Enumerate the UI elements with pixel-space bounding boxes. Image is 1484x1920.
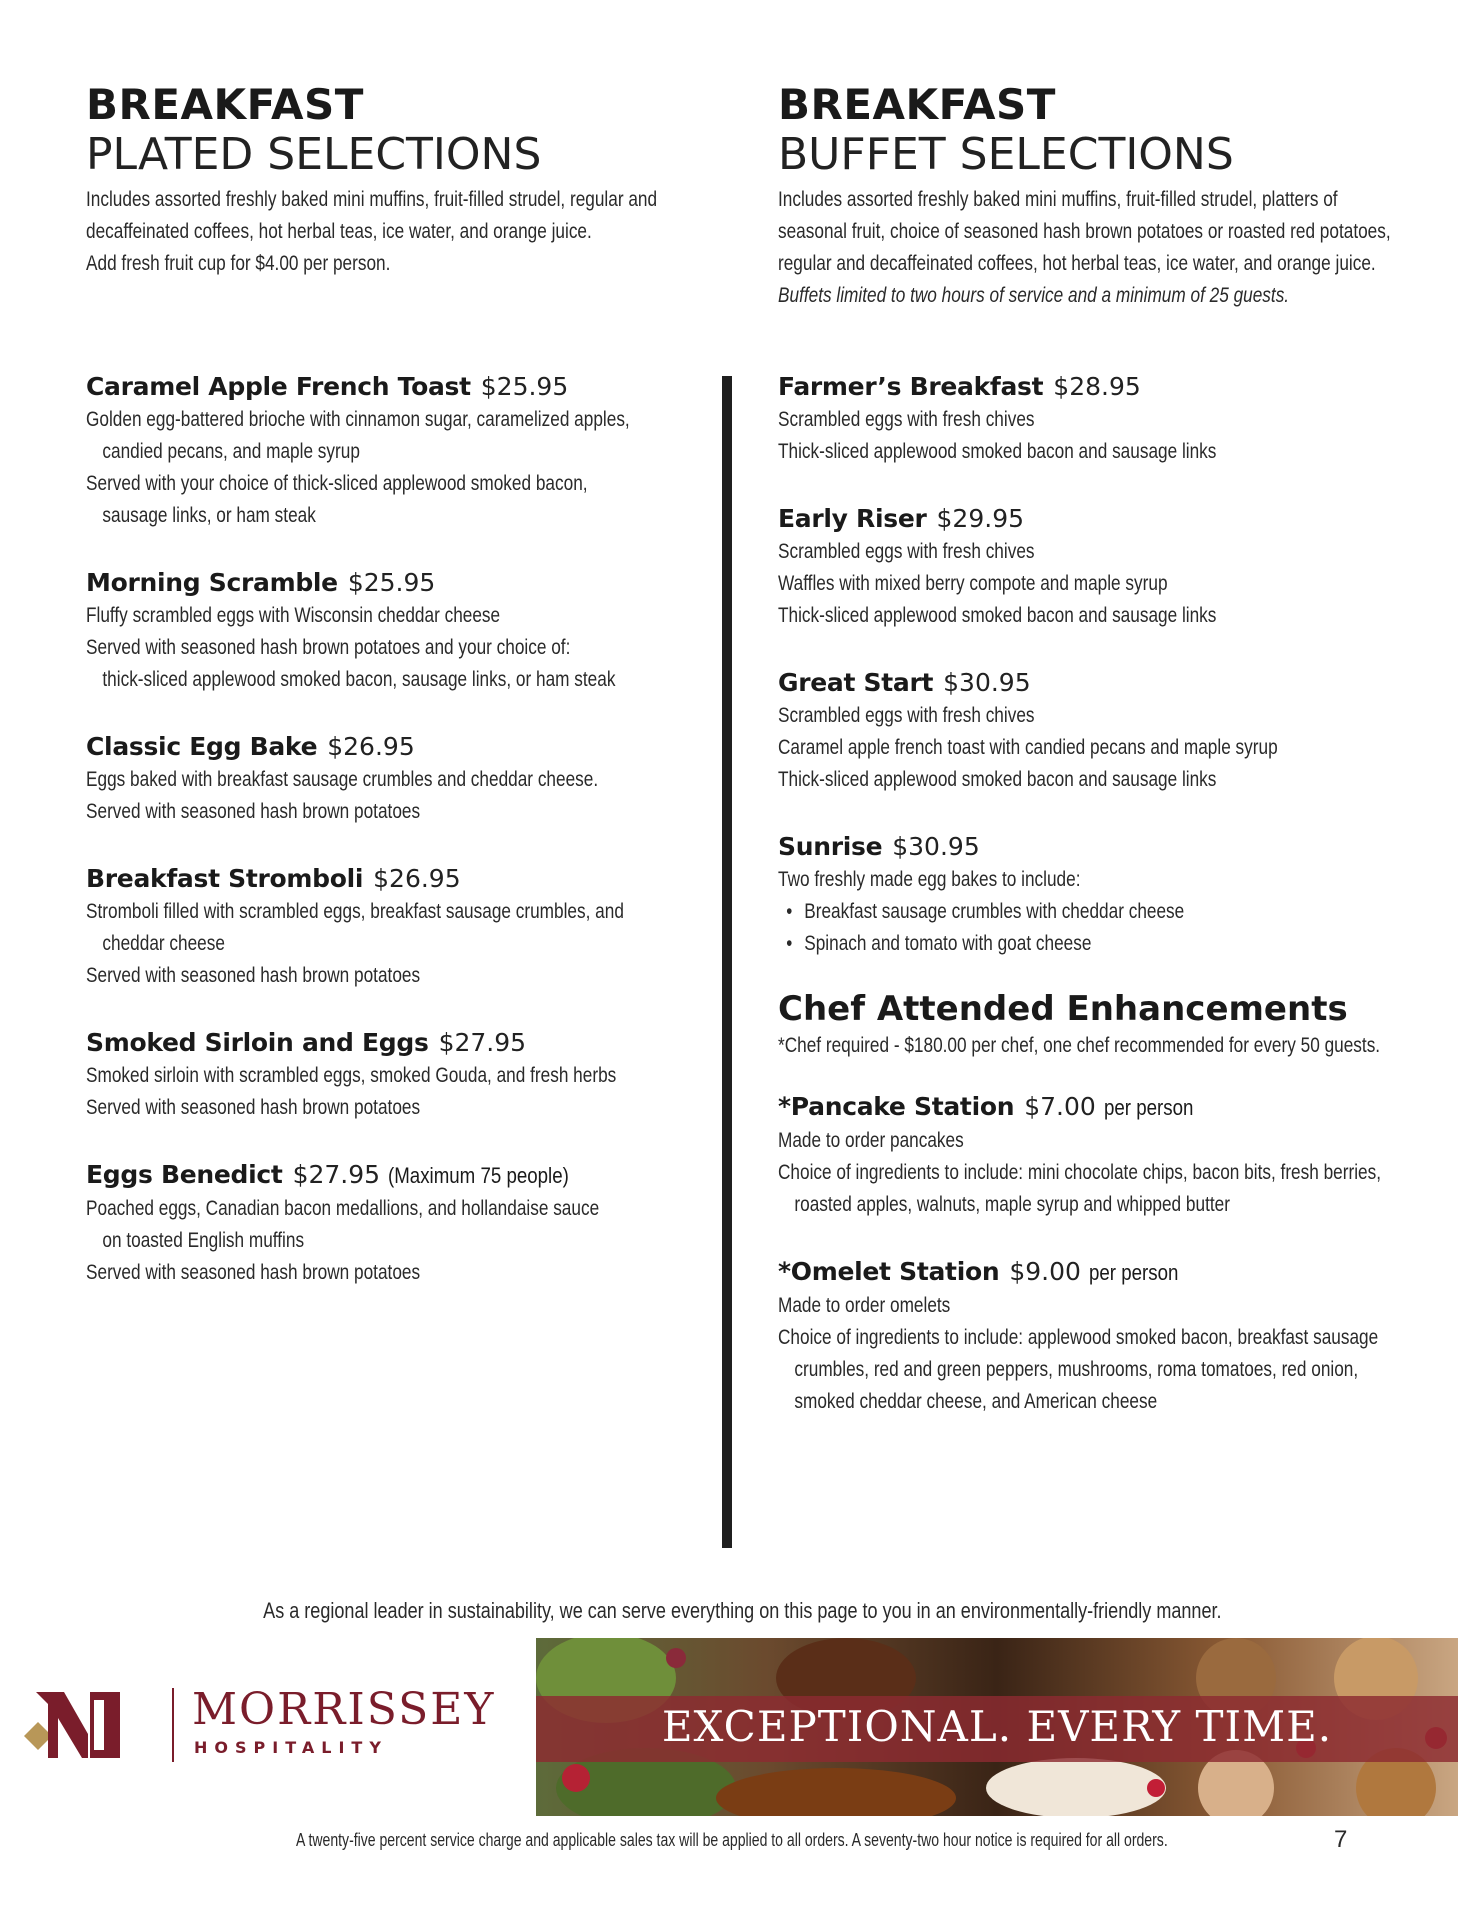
item-price: $27.95 — [438, 1028, 527, 1057]
item-description: Made to order omelets — [778, 1294, 951, 1317]
item-capacity-note: (Maximum 75 people) — [388, 1163, 569, 1188]
item-price: $9.00 — [1009, 1257, 1081, 1286]
item-name: Early Riser — [778, 504, 927, 533]
bullet-text: Breakfast sausage crumbles with cheddar cheese — [804, 900, 1185, 923]
morrissey-logo — [24, 1684, 524, 1774]
item-price: $30.95 — [892, 832, 980, 861]
item-name: Breakfast Stromboli — [86, 864, 364, 893]
item-description: Served with seasoned hash brown potatoes — [86, 800, 421, 823]
item-name: Classic Egg Bake — [86, 732, 318, 761]
logo-subtitle: HOSPITALITY — [194, 1738, 388, 1757]
item-description: Thick-sliced applewood smoked bacon and sausage links — [778, 768, 1217, 791]
item-name: Smoked Sirloin and Eggs — [86, 1028, 429, 1057]
item-description: Served with your choice of thick-sliced applewood smoked bacon, — [86, 472, 588, 495]
item-name: Sunrise — [778, 832, 883, 861]
plated-title-bold: BREAKFAST — [86, 80, 364, 129]
item-unit: per person — [1103, 1095, 1194, 1120]
sustainability-note — [0, 1598, 1484, 1624]
item-name: Farmer’s Breakfast — [778, 372, 1044, 401]
item-description: Served with seasoned hash brown potatoes and your choice of: — [86, 636, 571, 659]
page-number: 7 — [1334, 1826, 1348, 1853]
item-price: $29.95 — [936, 504, 1025, 533]
item-description: thick-sliced applewood smoked bacon, sausage links, or ham steak — [102, 668, 616, 691]
item-description: Thick-sliced applewood smoked bacon and sausage links — [778, 604, 1217, 627]
menu-item-classic-egg-bake — [86, 730, 726, 828]
buffet-intro-line: seasonal fruit, choice of seasoned hash brown potatoes or roasted red potatoes, — [778, 220, 1391, 243]
item-description: Choice of ingredients to include: applewood smoked bacon, breakfast sausage — [778, 1326, 1379, 1349]
item-description: Fluffy scrambled eggs with Wisconsin cheddar cheese — [86, 604, 501, 627]
menu-item-great-start — [778, 666, 1458, 796]
item-name: Eggs Benedict — [86, 1160, 283, 1189]
menu-item-breakfast-stromboli — [86, 862, 726, 992]
item-description: Two freshly made egg bakes to include: — [778, 868, 1081, 891]
item-name: Morning Scramble — [86, 568, 338, 597]
item-name: *Omelet Station — [778, 1257, 1000, 1286]
menu-item-sunrise — [778, 830, 1458, 960]
item-description: Scrambled eggs with fresh chives — [778, 540, 1035, 563]
menu-item-omelet-station — [778, 1255, 1458, 1418]
service-charge-note: A twenty-five percent service charge and applicable sales tax will be applied to all orders. A seventy-two hour notice is required for all orders. — [296, 1830, 1168, 1850]
item-description: sausage links, or ham steak — [102, 504, 316, 527]
logo-name: MORRISSEY — [192, 1684, 496, 1735]
item-price: $26.95 — [373, 864, 461, 893]
item-price: $30.95 — [943, 668, 1031, 697]
buffet-intro-line: Includes assorted freshly baked mini muffins, fruit-filled strudel, platters of — [778, 188, 1338, 211]
item-description: Poached eggs, Canadian bacon medallions, and hollandaise sauce — [86, 1197, 600, 1220]
item-description: Waffles with mixed berry compote and maple syrup — [778, 572, 1168, 595]
item-description: cheddar cheese — [102, 932, 225, 955]
item-price: $28.95 — [1053, 372, 1141, 401]
plated-intro-line: Includes assorted freshly baked mini muffins, fruit-filled strudel, regular and — [86, 188, 658, 211]
chef-required-note: *Chef required - $180.00 per chef, one chef recommended for every 50 guests. — [778, 1034, 1381, 1057]
item-description: smoked cheddar cheese, and American cheese — [794, 1390, 1158, 1413]
chef-enhancements-section — [778, 988, 1458, 1418]
item-description: Served with seasoned hash brown potatoes — [86, 964, 421, 987]
buffet-intro-line: regular and decaffeinated coffees, hot herbal teas, ice water, and orange juice. — [778, 252, 1376, 275]
menu-item-pancake-station — [778, 1090, 1458, 1221]
plated-intro — [86, 184, 726, 280]
item-description: on toasted English muffins — [102, 1229, 305, 1252]
item-description: Served with seasoned hash brown potatoes — [86, 1261, 421, 1284]
buffet-title-bold: BREAKFAST — [778, 80, 1056, 129]
item-description: Scrambled eggs with fresh chives — [778, 704, 1035, 727]
menu-item-farmers-breakfast — [778, 370, 1458, 468]
bullet-item — [778, 896, 1458, 928]
food-banner — [536, 1638, 1458, 1816]
buffet-title-light: BUFFET SELECTIONS — [778, 129, 1234, 180]
banner-slogan: EXCEPTIONAL. EVERY TIME. — [661, 1702, 1333, 1751]
buffet-limit-note: Buffets limited to two hours of service and a minimum of 25 guests. — [778, 284, 1290, 307]
buffet-header — [778, 80, 1418, 312]
item-name: *Pancake Station — [778, 1092, 1015, 1121]
morrissey-logo-mark-icon — [24, 1684, 154, 1764]
item-description: crumbles, red and green peppers, mushrooms, roma tomatoes, red onion, — [794, 1358, 1359, 1381]
bullet-item — [778, 928, 1458, 960]
item-description: roasted apples, walnuts, maple syrup and whipped butter — [794, 1193, 1230, 1216]
item-description: Smoked sirloin with scrambled eggs, smoked Gouda, and fresh herbs — [86, 1064, 617, 1087]
menu-item-caramel-apple-french-toast — [86, 370, 726, 532]
item-price: $7.00 — [1024, 1092, 1096, 1121]
item-price: $25.95 — [480, 372, 569, 401]
bullet-icon: • — [786, 932, 793, 955]
item-description: Stromboli filled with scrambled eggs, breakfast sausage crumbles, and — [86, 900, 624, 923]
item-description: Made to order pancakes — [778, 1129, 964, 1152]
item-description: Eggs baked with breakfast sausage crumbles and cheddar cheese. — [86, 768, 599, 791]
plated-intro-line: Add fresh fruit cup for $4.00 per person. — [86, 252, 391, 275]
plated-header — [86, 80, 726, 280]
buffet-intro — [778, 184, 1418, 312]
item-description: Golden egg-battered brioche with cinnamon sugar, caramelized apples, — [86, 408, 630, 431]
item-description: Caramel apple french toast with candied pecans and maple syrup — [778, 736, 1278, 759]
chef-section-title: Chef Attended Enhancements — [778, 989, 1348, 1029]
item-unit: per person — [1088, 1260, 1179, 1285]
item-price: $25.95 — [347, 568, 436, 597]
plated-intro-line: decaffeinated coffees, hot herbal teas, ice water, and orange juice. — [86, 220, 592, 243]
menu-item-early-riser — [778, 502, 1458, 632]
item-description: Served with seasoned hash brown potatoes — [86, 1096, 421, 1119]
item-description: Choice of ingredients to include: mini chocolate chips, bacon bits, fresh berries, — [778, 1161, 1382, 1184]
buffet-menu-list — [778, 370, 1458, 1452]
menu-item-morning-scramble — [86, 566, 726, 696]
bullet-text: Spinach and tomato with goat cheese — [804, 932, 1092, 955]
menu-item-smoked-sirloin-and-eggs — [86, 1026, 726, 1124]
item-description: Scrambled eggs with fresh chives — [778, 408, 1035, 431]
item-price: $26.95 — [327, 732, 415, 761]
bullet-icon: • — [786, 900, 793, 923]
logo-separator — [172, 1688, 174, 1762]
plated-title-light: PLATED SELECTIONS — [86, 129, 542, 180]
item-description: Thick-sliced applewood smoked bacon and sausage links — [778, 440, 1217, 463]
item-name: Great Start — [778, 668, 934, 697]
item-name: Caramel Apple French Toast — [86, 372, 471, 401]
item-description: candied pecans, and maple syrup — [102, 440, 360, 463]
plated-menu-list — [86, 370, 726, 1323]
item-price: $27.95 — [292, 1160, 381, 1189]
sustainability-text: As a regional leader in sustainability, we can serve everything on this page to you in an environmentally-friendly manner. — [262, 1598, 1222, 1623]
menu-item-eggs-benedict — [86, 1158, 726, 1289]
